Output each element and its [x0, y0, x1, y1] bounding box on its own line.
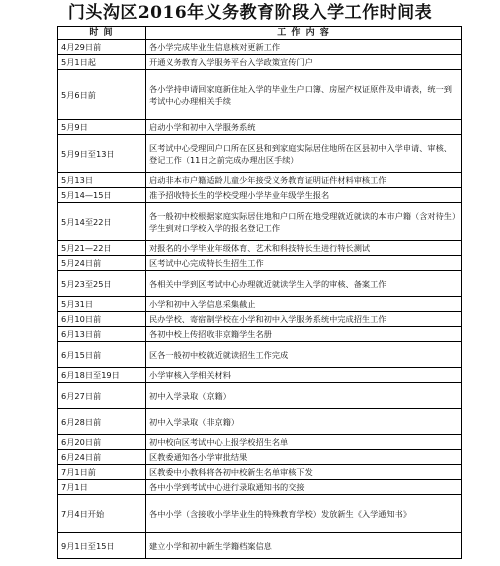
- row-time: 9月1日至15日: [58, 533, 146, 559]
- row-content: 各中小学到考试中心进行录取通知书的交接: [146, 480, 462, 495]
- row-time: 5月24日前: [58, 256, 146, 271]
- row-content: 准予招收特长生的学校受理小学毕业年级学生报名: [146, 188, 462, 203]
- row-time: 5月6日前: [58, 70, 146, 120]
- table-row: [58, 495, 462, 533]
- table-row: [58, 465, 462, 480]
- table-row: [58, 409, 462, 435]
- row-time: 5月13日: [58, 173, 146, 188]
- row-time: 5月1日起: [58, 55, 146, 70]
- row-content: 民办学校、寄宿制学校在小学和初中入学服务系统中完成招生工作: [146, 312, 462, 327]
- table-row: [58, 173, 462, 188]
- row-time: 6月13日前: [58, 327, 146, 342]
- page-title: 门头沟区2016年义务教育阶段入学工作时间表: [67, 3, 433, 23]
- row-content: 开通义务教育入学服务平台入学政策宣传门户: [146, 55, 462, 70]
- schedule-table: [57, 26, 462, 559]
- row-content: 初中入学录取（非京籍）: [146, 409, 462, 435]
- table-row: [58, 297, 462, 312]
- row-time: 7月4日开始: [58, 495, 146, 533]
- row-time: 6月15日前: [58, 342, 146, 368]
- row-time: 5月31日: [58, 297, 146, 312]
- row-time: 6月10日前: [58, 312, 146, 327]
- table-row: [58, 188, 462, 203]
- table-row: [58, 203, 462, 241]
- content-column-header: 工 作 内 容: [146, 27, 462, 40]
- row-content: 区考试中心受理回户口所在区县和到家庭实际居住地所在区县初中入学申请、审核、登记工作（11日之前完成办理出区手续）: [146, 135, 462, 173]
- row-time: 6月28日前: [58, 409, 146, 435]
- table-row: [58, 241, 462, 256]
- row-content: 区考试中心完成特长生招生工作: [146, 256, 462, 271]
- table-row: [58, 70, 462, 120]
- row-time: 5月9日至13日: [58, 135, 146, 173]
- table-row: [58, 450, 462, 465]
- row-time: 6月24日前: [58, 450, 146, 465]
- table-row: [58, 368, 462, 383]
- row-content: 启动非本市户籍适龄儿童少年接受义务教育证明证件材料审核工作: [146, 173, 462, 188]
- row-time: 6月27日前: [58, 383, 146, 409]
- table-row: [58, 120, 462, 135]
- row-content: 各初中校上传招收非京籍学生名册: [146, 327, 462, 342]
- row-content: 初中入学录取（京籍）: [146, 383, 462, 409]
- row-content: 区教委中小教科将各初中校新生名单审核下发: [146, 465, 462, 480]
- row-content: 小学和初中入学信息采集截止: [146, 297, 462, 312]
- table-header-row: [58, 27, 462, 40]
- row-content: 各小学完成毕业生信息核对更新工作: [146, 40, 462, 55]
- table-row: [58, 480, 462, 495]
- table-row: [58, 533, 462, 559]
- row-content: 启动小学和初中入学服务系统: [146, 120, 462, 135]
- row-time: 7月1日: [58, 480, 146, 495]
- row-content: 小学审核入学相关材料: [146, 368, 462, 383]
- table-row: [58, 135, 462, 173]
- row-time: 6月18日至19日: [58, 368, 146, 383]
- row-time: 5月23至25日: [58, 271, 146, 297]
- row-content: 区教委通知各小学审批结果: [146, 450, 462, 465]
- row-content: 各小学持申请回家庭新住址入学的毕业生户口簿、房屋产权证原件及申请表，统一到考试中心办理相关手续: [146, 70, 462, 120]
- table-row: [58, 435, 462, 450]
- row-time: 5月9日: [58, 120, 146, 135]
- time-column-header: 时 间: [58, 27, 146, 40]
- row-content: 建立小学和初中新生学籍档案信息: [146, 533, 462, 559]
- row-time: 5月14—15日: [58, 188, 146, 203]
- row-content: 对报名的小学毕业年级体育、艺术和科技特长生进行特长测试: [146, 241, 462, 256]
- row-content: 各中小学（含接收小学毕业生的特殊教育学校）发放新生《入学通知书》: [146, 495, 462, 533]
- row-content: 区各一般初中校就近就读招生工作完成: [146, 342, 462, 368]
- row-content: 各相关中学到区考试中心办理就近就读学生入学的审核、备案工作: [146, 271, 462, 297]
- row-time: 7月1日前: [58, 465, 146, 480]
- row-time: 6月20日前: [58, 435, 146, 450]
- row-time: 5月14至22日: [58, 203, 146, 241]
- row-time: 5月21—22日: [58, 241, 146, 256]
- row-content: 各一般初中校根据家庭实际居住地和户口所在地受理就近就读的本市户籍（含对待生）学生到对口学校入学的报名登记工作: [146, 203, 462, 241]
- table-row: [58, 271, 462, 297]
- table-row: [58, 383, 462, 409]
- table-row: [58, 342, 462, 368]
- table-row: [58, 55, 462, 70]
- table-row: [58, 327, 462, 342]
- table-row: [58, 256, 462, 271]
- row-time: 4月29日前: [58, 40, 146, 55]
- table-row: [58, 40, 462, 55]
- table-row: [58, 312, 462, 327]
- row-content: 初中校向区考试中心上报学校招生名单: [146, 435, 462, 450]
